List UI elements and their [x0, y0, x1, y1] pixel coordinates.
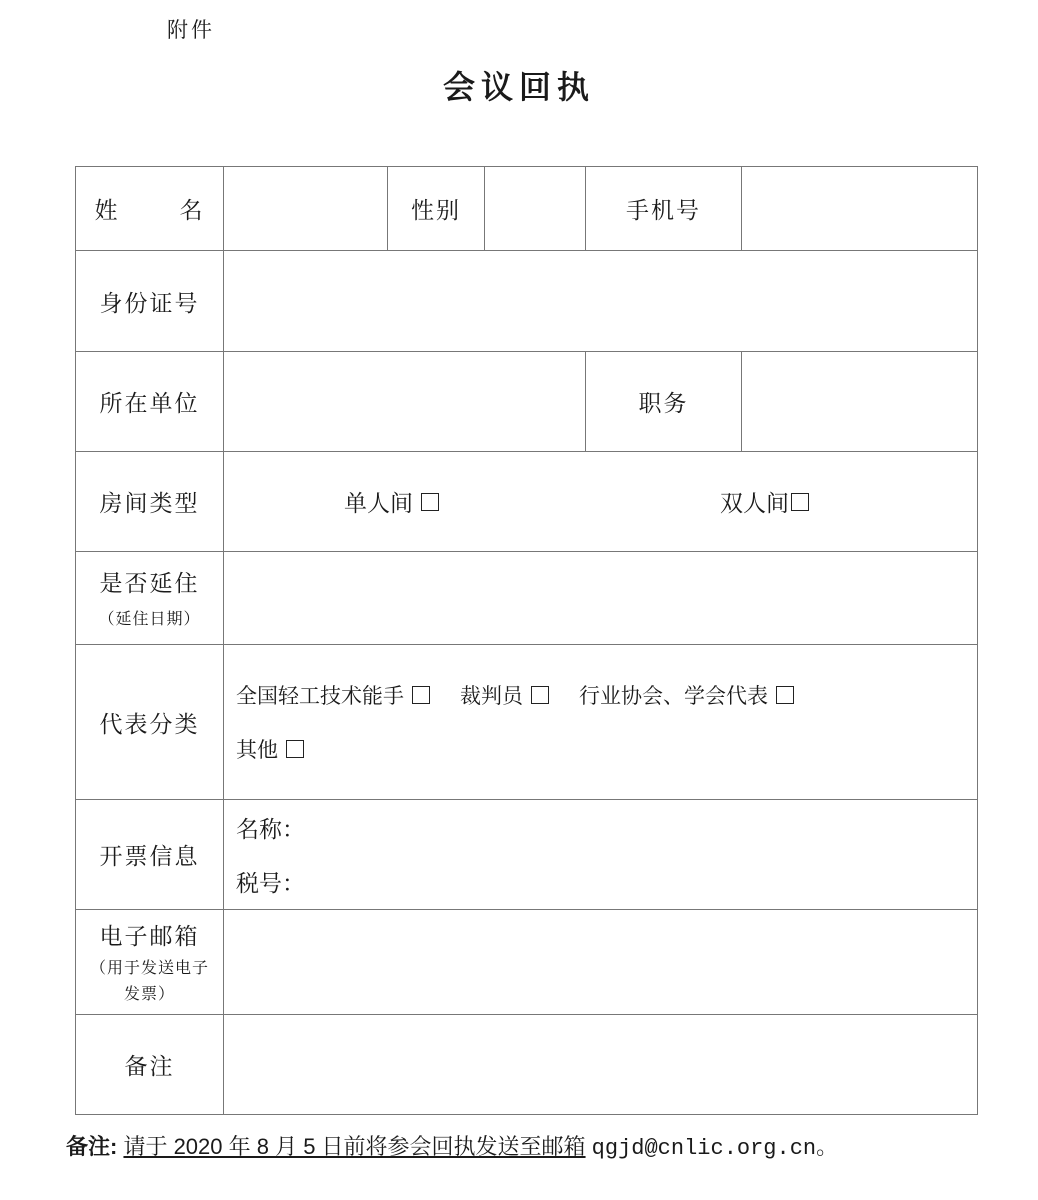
position-label: 职务	[586, 352, 742, 452]
invoice-name-label: 名称：	[236, 817, 305, 843]
category-options	[224, 645, 978, 800]
row-id-number	[76, 251, 978, 352]
category-option-referee[interactable]	[460, 680, 549, 710]
category-option-other[interactable]	[236, 734, 304, 764]
category-option-label: 行业协会、学会代表	[579, 684, 768, 708]
name-label-second: 名	[179, 198, 205, 224]
invoice-tax-label: 税号：	[236, 871, 305, 897]
category-option-label: 其他	[236, 738, 278, 762]
extend-stay-subtitle: （延住日期）	[98, 608, 201, 628]
footnote	[66, 1130, 838, 1161]
row-room-type	[76, 452, 978, 552]
row-email	[76, 910, 978, 1015]
invoice-tax-line[interactable]	[224, 855, 977, 909]
invoice-label: 开票信息	[76, 800, 224, 910]
name-label	[76, 167, 224, 251]
footnote-email: qgjd@cnlic.org.cn	[591, 1136, 817, 1161]
name-label-first: 姓	[94, 198, 120, 224]
email-field[interactable]	[224, 910, 978, 1015]
room-single-label: 单人间	[344, 491, 413, 517]
room-double-option[interactable]	[720, 452, 809, 551]
name-field[interactable]	[224, 167, 388, 251]
remarks-label: 备注	[76, 1015, 224, 1115]
category-option-label: 裁判员	[460, 684, 523, 708]
category-checkbox-association[interactable]	[776, 686, 794, 704]
meeting-receipt-form	[75, 166, 978, 1115]
invoice-name-line[interactable]	[224, 801, 977, 855]
row-category	[76, 645, 978, 800]
row-name	[76, 167, 978, 251]
row-invoice	[76, 800, 978, 910]
attachment-label: 附件	[167, 18, 215, 42]
category-checkbox-referee[interactable]	[531, 686, 549, 704]
room-single-option[interactable]	[344, 452, 439, 551]
row-extend-stay	[76, 552, 978, 645]
category-checkbox-skill-expert[interactable]	[412, 686, 430, 704]
footnote-end: 。	[816, 1134, 839, 1159]
room-type-options	[224, 452, 978, 552]
room-double-checkbox[interactable]	[791, 493, 809, 511]
room-single-checkbox[interactable]	[421, 493, 439, 511]
email-title: 电子邮箱	[99, 923, 200, 950]
gender-field[interactable]	[485, 167, 586, 251]
invoice-fields	[224, 800, 978, 910]
category-option-label: 全国轻工技术能手	[236, 684, 404, 708]
document-title: 会议回执	[442, 68, 595, 106]
footnote-text: 请于 2020 年 8 月 5 日前将参会回执发送至邮箱	[123, 1134, 586, 1159]
remarks-field[interactable]	[224, 1015, 978, 1115]
extend-stay-label	[76, 552, 224, 645]
row-employer	[76, 352, 978, 452]
category-option-skill-expert[interactable]	[236, 680, 430, 710]
footnote-lead: 备注:	[66, 1134, 118, 1159]
category-checkbox-other[interactable]	[286, 740, 304, 758]
email-subtitle: （用于发送电子发票）	[89, 957, 209, 1003]
employer-field[interactable]	[224, 352, 586, 452]
phone-field[interactable]	[742, 167, 978, 251]
employer-label: 所在单位	[76, 352, 224, 452]
category-label: 代表分类	[76, 645, 224, 800]
extend-stay-title: 是否延住	[99, 570, 200, 597]
room-double-label: 双人间	[720, 491, 789, 517]
extend-stay-field[interactable]	[224, 552, 978, 645]
email-label	[76, 910, 224, 1015]
id-number-label: 身份证号	[76, 251, 224, 352]
category-option-association[interactable]	[579, 680, 794, 710]
phone-label: 手机号	[586, 167, 742, 251]
row-remarks	[76, 1015, 978, 1115]
position-field[interactable]	[742, 352, 978, 452]
room-type-label: 房间类型	[76, 452, 224, 552]
id-number-field[interactable]	[224, 251, 978, 352]
gender-label: 性别	[388, 167, 485, 251]
